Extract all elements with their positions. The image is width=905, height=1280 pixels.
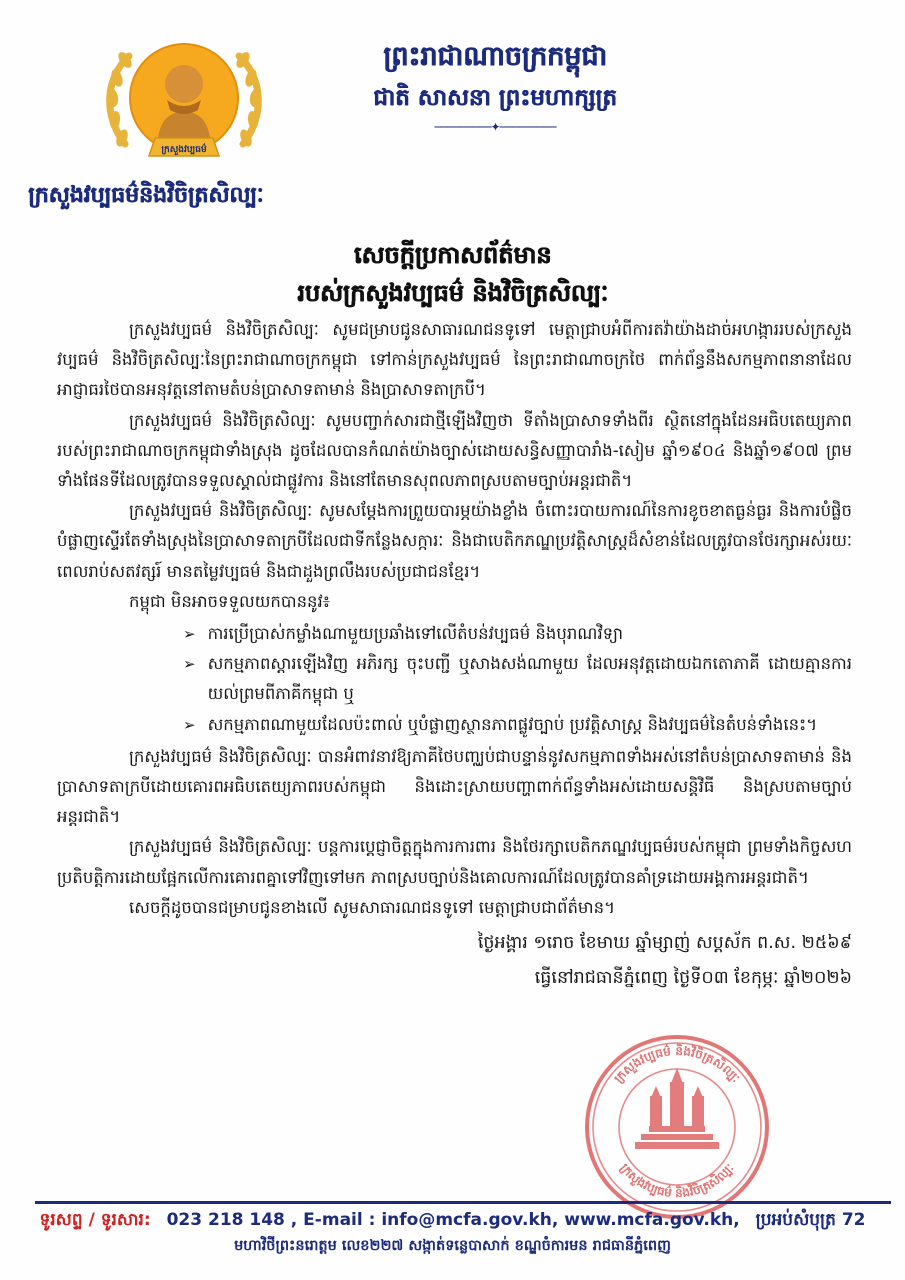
phone-fax-label: ទូរសព្ទ / ទូរសារ: [39, 1210, 151, 1230]
footer-address-line: មហាវិថីព្រះនរោត្តម លេខ២២៧ សង្កាត់ទន្លេបាសាក់ ខណ្ឌចំការមន រាជធានីភ្នំពេញ [234, 1238, 671, 1254]
ministry-name: ក្រសួងវប្បធម៌និងវិចិត្រសិល្បៈ [28, 183, 264, 208]
paragraph-2: ក្រសួងវប្បធម៌ និងវិចិត្រសិល្បៈ សូមបញ្ជាក់សារជាថ្មីឡើងវិញថា ទីតាំងប្រាសាទទាំងពីរ ស្ថិតនៅក្នុងដែនអធិបតេយ្យភាពរបស់ព្រះរាជាណាចក្រកម្ពុជាទាំងស្រុង ដូចដែលបានកំណត់យ៉ាងច្បាស់ដោយសន្ធិសញ្ញាបារាំង-សៀម ឆ្នាំ១៩០៤ និងឆ្នាំ១៩០៧ ព្រមទាំងផែនទីដែលត្រូវបានទទួលស្គាល់ជាផ្លូវការ និងនៅតែមានសុពលភាពស្របតាមច្បាប់អន្តរជាតិ។ [57, 410, 852, 491]
list-intro: កម្ពុជា មិនអាចទទួលយកបាននូវ៖ [129, 591, 331, 611]
header-divider-ornament: ─────────✦───────── [434, 120, 556, 134]
document-title [0, 236, 905, 312]
closing-line: សេចក្តីដូចបានជម្រាបជូនខាងលើ សូមសាធារណជនទូទៅ មេត្តាជ្រាបជាព័ត៌មាន។ [129, 897, 615, 917]
list-item-text: ការប្រើប្រាស់កម្លាំងណាមួយប្រឆាំងទៅលើតំបន់វប្បធម៌ និងបុរាណវិទ្យា [207, 624, 624, 644]
gregorian-date-line: ធ្វើនៅរាជធានីភ្នំពេញ ថ្ងៃទី០៣ ខែកុម្ភៈ ឆ្នាំ២០២៦ [534, 968, 852, 989]
ministry-emblem-logo [95, 26, 273, 182]
footer-contact-text: 023 218 148 , E-mail : info@mcfa.gov.kh, www.mcfa.gov.kh, [166, 1210, 740, 1230]
po-box-label: ប្រអប់សំបុត្រ 72 [755, 1210, 866, 1230]
document-title-line1: សេចក្តីប្រកាសព័ត៌មាន [353, 241, 552, 269]
paragraph-3: ក្រសួងវប្បធម៌ និងវិចិត្រសិល្បៈ សូមសម្តែងការព្រួយបារម្ភយ៉ាងខ្លាំង ចំពោះរបាយការណ៍នៃការខូចខាតធ្ងន់ធ្ងរ និងការបំផ្លិចបំផ្លាញស្ទើរតែទាំងស្រុងនៃប្រាសាទតាក្របីដែលជាទីកន្លែងសក្ការៈ និងជាបេតិកភណ្ឌប្រវត្តិសាស្ត្រដ៏សំខាន់ដែលត្រូវបានថែរក្សាអស់រយៈពេលរាប់សតវត្សរ៍ មានតម្លៃវប្បធម៌ និងជាដួងព្រលឹងរបស់ប្រជាជនខ្មែរ។ [57, 501, 852, 581]
ministry-emblem-icon [95, 26, 273, 182]
list-item [183, 710, 852, 740]
list-item [183, 649, 852, 709]
lunar-date-line: ថ្ងៃអង្គារ ១រោច ខែមាឃ ឆ្នាំម្សាញ់ សប្តស័ក ព.ស. ២៥៦៩ [477, 933, 852, 954]
list-item-text: សកម្មភាពណាមួយដែលប៉ះពាល់ ឬបំផ្លាញស្ថានភាពផ្លូវច្បាប់ ប្រវត្តិសាស្ត្រ និងវប្បធម៌នៃតំបន់ទាំងនេះ។ [207, 714, 818, 734]
closing-section [57, 893, 852, 923]
logo-banner-text: ក្រសួងវប្បធម៌ [161, 145, 207, 155]
arrow-bullet-icon: ➢ [183, 655, 196, 674]
paragraph-1: ក្រសួងវប្បធម៌ និងវិចិត្រសិល្បៈ សូមជម្រាបជូនសាធារណជនទូទៅ មេត្តាជ្រាបអំពីការតវ៉ាយ៉ាងដាច់អហង្ការរបស់ក្រសួងវប្បធម៌ និងវិចិត្រសិល្បៈនៃព្រះរាជាណាចក្រកម្ពុជា ទៅកាន់ក្រសួងវប្បធម៌ នៃព្រះរាជាណាចក្រថៃ ពាក់ព័ន្ធនឹងសកម្មភាពនានាដែលអាជ្ញាធរថៃបានអនុវត្តនៅតាមតំបន់ប្រាសាទតាមាន់ និងប្រាសាទតាក្របី។ [57, 320, 852, 400]
kingdom-title: ព្រះរាជាណាចក្រកម្ពុជា [383, 41, 607, 72]
paragraph-5: ក្រសួងវប្បធម៌ និងវិចិត្រសិល្បៈ បន្តការប្តេជ្ញាចិត្តក្នុងការការពារ និងថែរក្សាបេតិកភណ្ឌវប្បធម៌របស់កម្ពុជា ព្រមទាំងកិច្ចសហប្រតិបត្តិការដោយផ្អែកលើការគោរពគ្នាទៅវិញទៅមក ភាពស្របច្បាប់និងគោលការណ៍ដែលត្រូវបានគាំទ្រដោយអង្គការអន្តរជាតិ។ [57, 837, 852, 887]
seal-text-top: ក្រសួងវប្បធម៌ និងវិចិត្រសិល្បៈ [611, 1043, 743, 1086]
document-body [57, 315, 852, 996]
seal-text-bottom: ក្រសួងវប្បធម៌ និងវិចិត្រសិល្បៈ [617, 1160, 737, 1201]
list-item [183, 619, 852, 649]
objection-list [57, 619, 852, 740]
official-red-seal-icon [580, 1030, 774, 1224]
footer-divider-line [35, 1201, 891, 1204]
arrow-bullet-icon: ➢ [183, 715, 196, 734]
date-block [57, 926, 852, 996]
paragraph-4: ក្រសួងវប្បធម៌ និងវិចិត្រសិល្បៈ បានអំពាវនាវឱ្យភាគីថៃបញ្ឈប់ជាបន្ទាន់នូវសកម្មភាពទាំងអស់នៅតំបន់ប្រាសាទតាមាន់ និងប្រាសាទតាក្របីដោយគោរពអធិបតេយ្យភាពរបស់កម្ពុជា និងដោះស្រាយបញ្ហាពាក់ព័ន្ធទាំងអស់ដោយសន្តិវិធី និងស្របតាមច្បាប់អន្តរជាតិ។ [57, 746, 852, 827]
arrow-bullet-icon: ➢ [183, 625, 196, 644]
list-item-text: សកម្មភាពស្តារឡើងវិញ អភិរក្ស ចុះបញ្ជី ឬសាងសង់ណាមួយ ដែលអនុវត្តដោយឯកតោភាគី ដោយគ្មានការយល់ព្រមពីភាគីកម្ពុជា ឬ [207, 654, 852, 704]
document-title-line2: របស់ក្រសួងវប្បធម៌ និងវិចិត្រសិល្បៈ [297, 279, 608, 307]
national-motto: ជាតិ សាសនា ព្រះមហាក្សត្រ [373, 85, 617, 111]
footer-contact-line [0, 1209, 905, 1234]
